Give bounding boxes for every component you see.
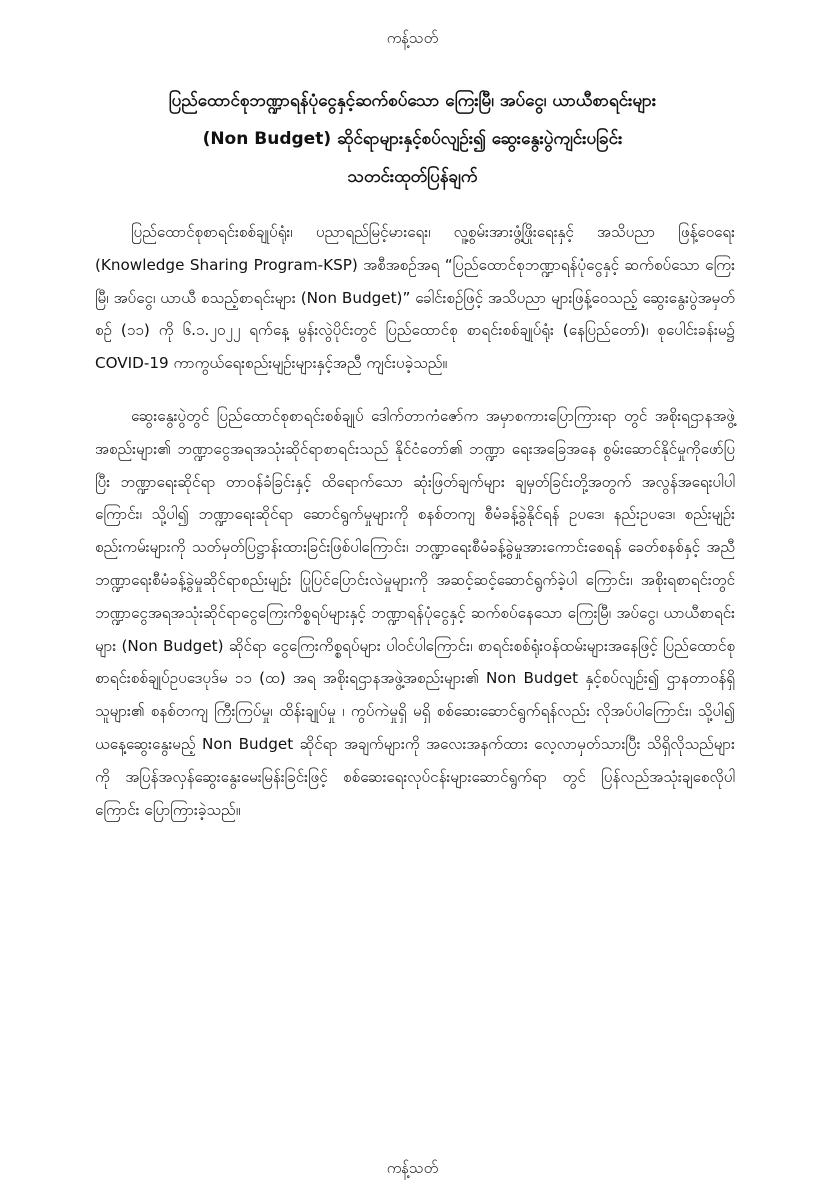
document-body <box>95 216 735 846</box>
title-line-3: သတင်းထုတ်ပြန်ချက် <box>347 167 478 187</box>
document-title <box>95 82 730 196</box>
paragraph-1: ပြည်ထောင်စုစာရင်းစစ်ချုပ်ရုံး၊ ပညာရည်မြင့်မားရေး၊ လူ့စွမ်းအားဖွံ့ဖြိုးရေးနှင့် အသိပညာ ဖြန့်ဝေရေး (Knowledge Sharing Program-KSP) အစီအစဉ်အရ “ပြည်ထောင်စုဘဏ္ဍာရန်ပုံငွေနှင့် ဆက်စပ်သော ကြေးမြီ၊ အပ်ငွေ၊ ယာယီ စသည့်စာရင်းများ (Non Budget)” ခေါင်းစဉ်ဖြင့် အသိပညာ များဖြန့်ဝေသည့် ဆွေးနွေးပွဲအမှတ်စဉ် (၁၁) ကို ၆.၁.၂၀၂၂ ရက်နေ့ မွန်းလွဲပိုင်းတွင် ပြည်ထောင်စု စာရင်းစစ်ချုပ်ရုံး (နေပြည်တော်)၊ စုပေါင်းခန်းမ၌ COVID-19 ကာကွယ်ရေးစည်းမျဉ်းများနှင့်အညီ ကျင်းပခဲ့သည်။ <box>95 223 735 373</box>
title-line-1: ပြည်ထောင်စုဘဏ္ဍာရန်ပုံငွေနှင့်ဆက်စပ်သော ကြေးမြီ၊ အပ်ငွေ၊ ယာယီစာရင်းများ <box>168 91 657 111</box>
classification-marking-top: ကန့်သတ် <box>386 29 439 47</box>
classification-marking-bottom: ကန့်သတ် <box>386 1159 439 1177</box>
paragraph-2: ဆွေးနွေးပွဲတွင် ပြည်ထောင်စုစာရင်းစစ်ချုပ် ဒေါက်တာကံဇော်က အမှာစကားပြောကြားရာ တွင် အစိုးရဌာနအဖွဲ့အစည်းများ၏ ဘဏ္ဍာငွေအရအသုံးဆိုင်ရာစာရင်းသည် နိုင်ငံတော်၏ ဘဏ္ဍာ ရေးအခြေအနေ စွမ်းဆောင်နိုင်မှုကိုဖော်ပြပြီး ဘဏ္ဍာရေးဆိုင်ရာ တာဝန်ခံခြင်းနှင့် ထိရောက်သော ဆုံးဖြတ်ချက်များ ချမှတ်ခြင်းတို့အတွက် အလွန်အရေးပါပါကြောင်း၊ သို့ပါ၍ ဘဏ္ဍာရေးဆိုင်ရာ ဆောင်ရွက်မှုများကို စနစ်တကျ စီမံခန့်ခွဲနိုင်ရန် ဥပဒေ၊ နည်းဥပဒေ၊ စည်းမျဉ်းစည်းကမ်းများကို သတ်မှတ်ပြဋ္ဌာန်းထားခြင်းဖြစ်ပါကြောင်း၊ ဘဏ္ဍာရေးစီမံခန့်ခွဲမှုအားကောင်းစေရန် ခေတ်စနစ်နှင့် အညီ ဘဏ္ဍာရေးစီမံခန့်ခွဲမှုဆိုင်ရာစည်းမျဉ်း ပြုပြင်ပြောင်းလဲမှုများကို အဆင့်ဆင့်ဆောင်ရွက်ခဲ့ပါ ကြောင်း၊ အစိုးရစာရင်းတွင် ဘဏ္ဍာငွေအရအသုံးဆိုင်ရာငွေကြေးကိစ္စရပ်များနှင့် ဘဏ္ဍာရန်ပုံငွေနှင့် ဆက်စပ်နေသော ကြေးမြီ၊ အပ်ငွေ၊ ယာယီစာရင်းများ (Non Budget) ဆိုင်ရာ ငွေကြေးကိစ္စရပ်များ ပါဝင်ပါကြောင်း၊ စာရင်းစစ်ရုံးဝန်ထမ်းများအနေဖြင့် ပြည်ထောင်စုစာရင်းစစ်ချုပ်ဥပဒေပုဒ်မ ၁၁ (ထ) အရ အစိုးရဌာနအဖွဲ့အစည်းများ၏ Non Budget နှင့်စပ်လျဉ်း၍ ဌာနတာဝန်ရှိသူများ၏ စနစ်တကျ ကြီးကြပ်မှု၊ ထိန်းချုပ်မှု ၊ ကွပ်ကဲမှုရှိ မရှိ စစ်ဆေးဆောင်ရွက်ရန်လည်း လိုအပ်ပါကြောင်း၊ သို့ပါ၍ ယနေ့ဆွေးနွေးမည့် Non Budget ဆိုင်ရာ အချက်များကို အလေးအနက်ထား လေ့လာမှတ်သားပြီး သိရှိလိုသည်များကို အပြန်အလှန်ဆွေးနွေးမေးမြန်းခြင်းဖြင့် စစ်ဆေးရေးလုပ်ငန်းများဆောင်ရွက်ရာ တွင် ပြန်လည်အသုံးချစေလိုပါကြောင်း ပြောကြားခဲ့သည်။ <box>95 406 735 819</box>
title-line-2: (Non Budget) ဆိုင်ရာများနှင့်စပ်လျဉ်း၍ ဆွေးနွေးပွဲကျင်းပခြင်း <box>202 129 623 149</box>
